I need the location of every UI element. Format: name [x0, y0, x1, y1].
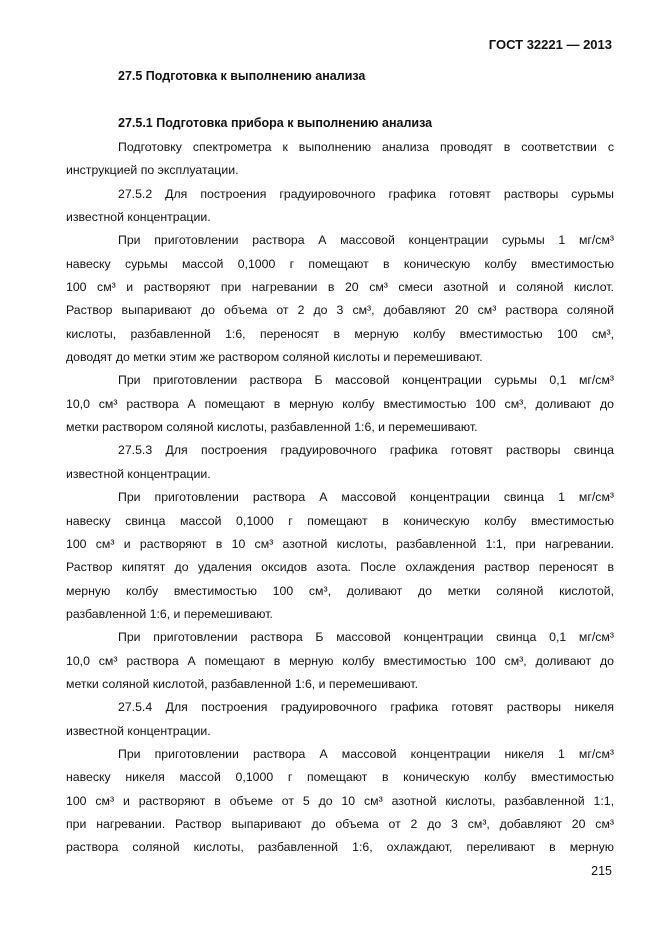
text-line: известной концентрации. — [66, 723, 211, 738]
paragraph — [66, 369, 614, 439]
paragraph — [66, 183, 614, 230]
document-header: ГОСТ 32221 — 2013 — [488, 37, 612, 52]
text-line: При приготовлении раствора А массовой концентрации свинца 1 мг/см³ — [118, 490, 614, 505]
text-line: При приготовлении раствора Б массовой концентрации свинца 0,1 мг/см³ — [118, 630, 614, 645]
text-line: 100 см³ и растворяют в 10 см³ азотной кислоты, разбавленной 1:1, при нагревании. — [66, 536, 614, 551]
paragraph — [66, 136, 614, 183]
text-line: навеску никеля массой 0,1000 г помещают в коническую колбу вместимостью — [66, 770, 614, 785]
text-line: 27.5.4 Для построения градуировочного графика готовят растворы никеля — [118, 700, 614, 715]
text-line: метки соляной кислотой, разбавленной 1:6, и перемешивают. — [66, 676, 418, 691]
text-line: 100 см³ и растворяют при нагревании в 20 см³ смеси азотной и соляной кислот. — [66, 280, 614, 295]
page-number: 215 — [591, 864, 612, 878]
text-line: Раствор кипятят до удаления оксидов азота. После охлаждения раствор переносят в — [66, 560, 614, 575]
paragraph — [66, 229, 614, 369]
text-line: 100 см³ и растворяют в объеме от 5 до 10 см³ азотной кислоты, разбавленной 1:1, — [66, 793, 614, 808]
paragraph — [66, 696, 614, 743]
text-line: навеску свинца массой 0,1000 г помещают в коническую колбу вместимостью — [66, 513, 614, 528]
text-line: 10,0 см³ раствора А помещают в мерную колбу вместимостью 100 см³, доливают до — [66, 396, 614, 411]
text-line: известной концентрации. — [66, 210, 211, 225]
text-line: доводят до метки этим же раствором соляной кислоты и перемешивают. — [66, 350, 483, 365]
paragraph — [66, 486, 614, 626]
text-line: при нагревании. Раствор выпаривают до объема от 2 до 3 см³, добавляют 20 см³ — [66, 816, 614, 831]
paragraph — [66, 743, 614, 860]
text-line: Подготовку спектрометра к выполнению анализа проводят в соответствии с — [118, 140, 614, 154]
text-line: мерную колбу вместимостью 100 см³, доливают до метки соляной кислотой, — [66, 583, 614, 598]
subsection-heading: 27.5.1 Подготовка прибора к выполнению анализа — [118, 116, 433, 130]
text-line: Раствор выпаривают до объема от 2 до 3 см³, добавляют 20 см³ раствора соляной — [66, 303, 614, 318]
section-heading: 27.5 Подготовка к выполнению анализа — [118, 69, 366, 83]
text-line: 27.5.2 Для построения градуировочного графика готовят растворы сурьмы — [118, 186, 614, 201]
paragraph — [66, 626, 614, 696]
text-line: разбавленной 1:6, и перемешивают. — [66, 606, 273, 621]
text-line: кислоты, разбавленной 1:6, переносят в мерную колбу вместимостью 100 см³, — [66, 326, 614, 341]
text-line: известной концентрации. — [66, 466, 211, 481]
text-line: навеску сурьмы массой 0,1000 г помещают в коническую колбу вместимостью — [66, 256, 614, 271]
text-line: метки раствором соляной кислоты, разбавленной 1:6, и перемешивают. — [66, 420, 478, 435]
text-line: При приготовлении раствора А массовой концентрации никеля 1 мг/см³ — [118, 746, 614, 761]
document-body — [66, 136, 614, 860]
text-line: 27.5.3 Для построения градуировочного графика готовят растворы свинца — [118, 443, 614, 458]
text-line: 10,0 см³ раствора А помещают в мерную колбу вместимостью 100 см³, доливают до — [66, 653, 614, 668]
text-line: инструкцией по эксплуатации. — [66, 163, 239, 178]
text-line: При приготовлении раствора А массовой концентрации сурьмы 1 мг/см³ — [118, 233, 614, 248]
text-line: При приготовлении раствора Б массовой концентрации сурьмы 0,1 мг/см³ — [118, 373, 614, 388]
text-line: раствора соляной кислоты, разбавленной 1:6, охлаждают, переливают в мерную — [66, 840, 614, 855]
paragraph — [66, 439, 614, 486]
